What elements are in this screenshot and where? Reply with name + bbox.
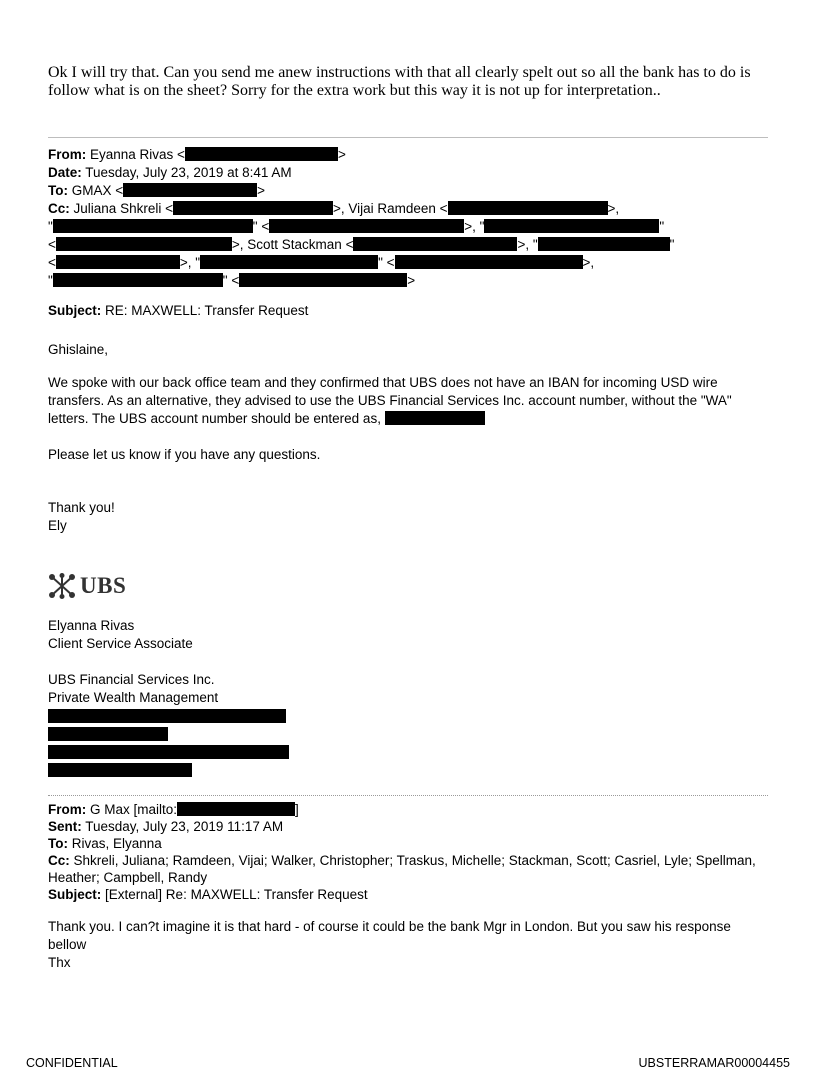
- date-label: Date:: [48, 165, 82, 180]
- email1-cc-line: " " < >: [48, 273, 416, 288]
- redaction: [200, 255, 378, 269]
- sent-value: Tuesday, July 23, 2019 11:17 AM: [85, 819, 284, 834]
- header-divider: [48, 137, 768, 138]
- reply-message: Ok I will try that. Can you send me anew instructions with that all clearly spelt out so all the bank has to do is follow what is on the sheet? Sorry for the extra work but this way it is not up for interpretation..: [48, 64, 751, 99]
- signoff-line: Ely: [48, 518, 67, 533]
- subject-value: RE: MAXWELL: Transfer Request: [105, 303, 309, 318]
- redaction: [56, 255, 180, 269]
- from-label: From:: [48, 147, 87, 162]
- email2-body-line: Thank you. I can?t imagine it is that hard - of course it could be the bank Mgr in London. But you saw his response: [48, 919, 731, 934]
- redaction: [353, 237, 517, 251]
- cc-name: Juliana Shkreli <: [73, 201, 173, 216]
- subject-label: Subject:: [48, 303, 102, 318]
- email1-cc-line: Cc: Juliana Shkreli < >, Vijai Ramdeen < >,: [48, 201, 620, 216]
- to-value: Rivas, Elyanna: [71, 836, 162, 851]
- thanks-line: Thank you!: [48, 500, 115, 515]
- email1-date-line: [48, 164, 292, 182]
- email2-sent-line: [48, 818, 283, 836]
- greeting: Ghislaine,: [48, 342, 109, 357]
- confidential-label: CONFIDENTIAL: [26, 1056, 118, 1070]
- email1-to-line: [48, 182, 265, 200]
- redaction: [385, 411, 485, 425]
- email2-from-line: From: G Max [mailto: ]: [48, 802, 299, 817]
- signature-division: Private Wealth Management: [48, 690, 219, 705]
- email1-cc-line: " " < >, " ": [48, 219, 665, 234]
- email2-to-line: [48, 835, 162, 853]
- redaction: [56, 237, 232, 251]
- redaction: [53, 219, 253, 233]
- redaction: [53, 273, 223, 287]
- email2-cc-line: [48, 852, 756, 870]
- redaction: [395, 255, 583, 269]
- date-value: Tuesday, July 23, 2019 at 8:41 AM: [85, 165, 292, 180]
- redaction: [173, 201, 333, 215]
- redaction: [48, 727, 168, 741]
- bracket: >: [257, 183, 266, 198]
- message-divider: [48, 795, 768, 796]
- email1-body-paragraph: We spoke with our back office team and they confirmed that UBS does not have an IBAN for incoming USD wire transfers. As an alternative, they advised to use the UBS Financial Services Inc. account number, without the "WA" letters. The UBS account number should be entered as,: [48, 375, 732, 426]
- email2-body-line: bellow: [48, 937, 87, 952]
- cc-name: >, Vijai Ramdeen <: [332, 201, 448, 216]
- to-label: To:: [48, 836, 68, 851]
- cc-value: Shkreli, Juliana; Ramdeen, Vijai; Walker, Christopher; Traskus, Michelle; Stackman, Scott; Casriel, Lyle; Spellman,: [73, 853, 756, 868]
- cc-label: Cc:: [48, 201, 70, 216]
- bracket: >: [337, 147, 346, 162]
- email2-signoff: Thx: [48, 955, 71, 970]
- email2-cc-line: Heather; Campbell, Randy: [48, 870, 208, 885]
- to-value: GMAX <: [71, 183, 124, 198]
- redaction: [239, 273, 407, 287]
- signature-company: UBS Financial Services Inc.: [48, 672, 215, 687]
- redaction: [185, 147, 338, 161]
- subject-value: [External] Re: MAXWELL: Transfer Request: [105, 887, 368, 902]
- subject-label: Subject:: [48, 887, 102, 902]
- redaction: [484, 219, 659, 233]
- from-value: Eyanna Rivas <: [90, 147, 185, 162]
- sent-label: Sent:: [48, 819, 82, 834]
- signature-name: Elyanna Rivas: [48, 618, 135, 633]
- email1-subject-line: [48, 302, 308, 320]
- redaction: [123, 183, 257, 197]
- signature-title: Client Service Associate: [48, 636, 193, 651]
- bates-number: UBSTERRAMAR00004455: [638, 1056, 790, 1070]
- email1-cc-line: < >, " " < >,: [48, 255, 595, 270]
- cc-name: >, Scott Stackman <: [231, 237, 354, 252]
- to-label: To:: [48, 183, 68, 198]
- from-value: G Max [mailto:: [90, 802, 178, 817]
- cc-label: Cc:: [48, 853, 70, 868]
- logo-text: UBS: [80, 573, 127, 598]
- redaction: [448, 201, 608, 215]
- email1-from-line: [48, 146, 346, 164]
- email2-subject-line: [48, 886, 368, 904]
- email1-cc-line: < >, Scott Stackman < >, " ": [48, 237, 675, 252]
- redaction: [48, 745, 289, 759]
- email1-body-line: Please let us know if you have any questions.: [48, 447, 321, 462]
- ubs-logo: [48, 572, 126, 600]
- redaction: [538, 237, 670, 251]
- from-label: From:: [48, 802, 87, 817]
- redaction: [48, 763, 192, 777]
- redaction: [177, 802, 295, 816]
- redaction: [269, 219, 464, 233]
- ubs-keys-icon: [48, 573, 76, 599]
- redaction: [48, 709, 286, 723]
